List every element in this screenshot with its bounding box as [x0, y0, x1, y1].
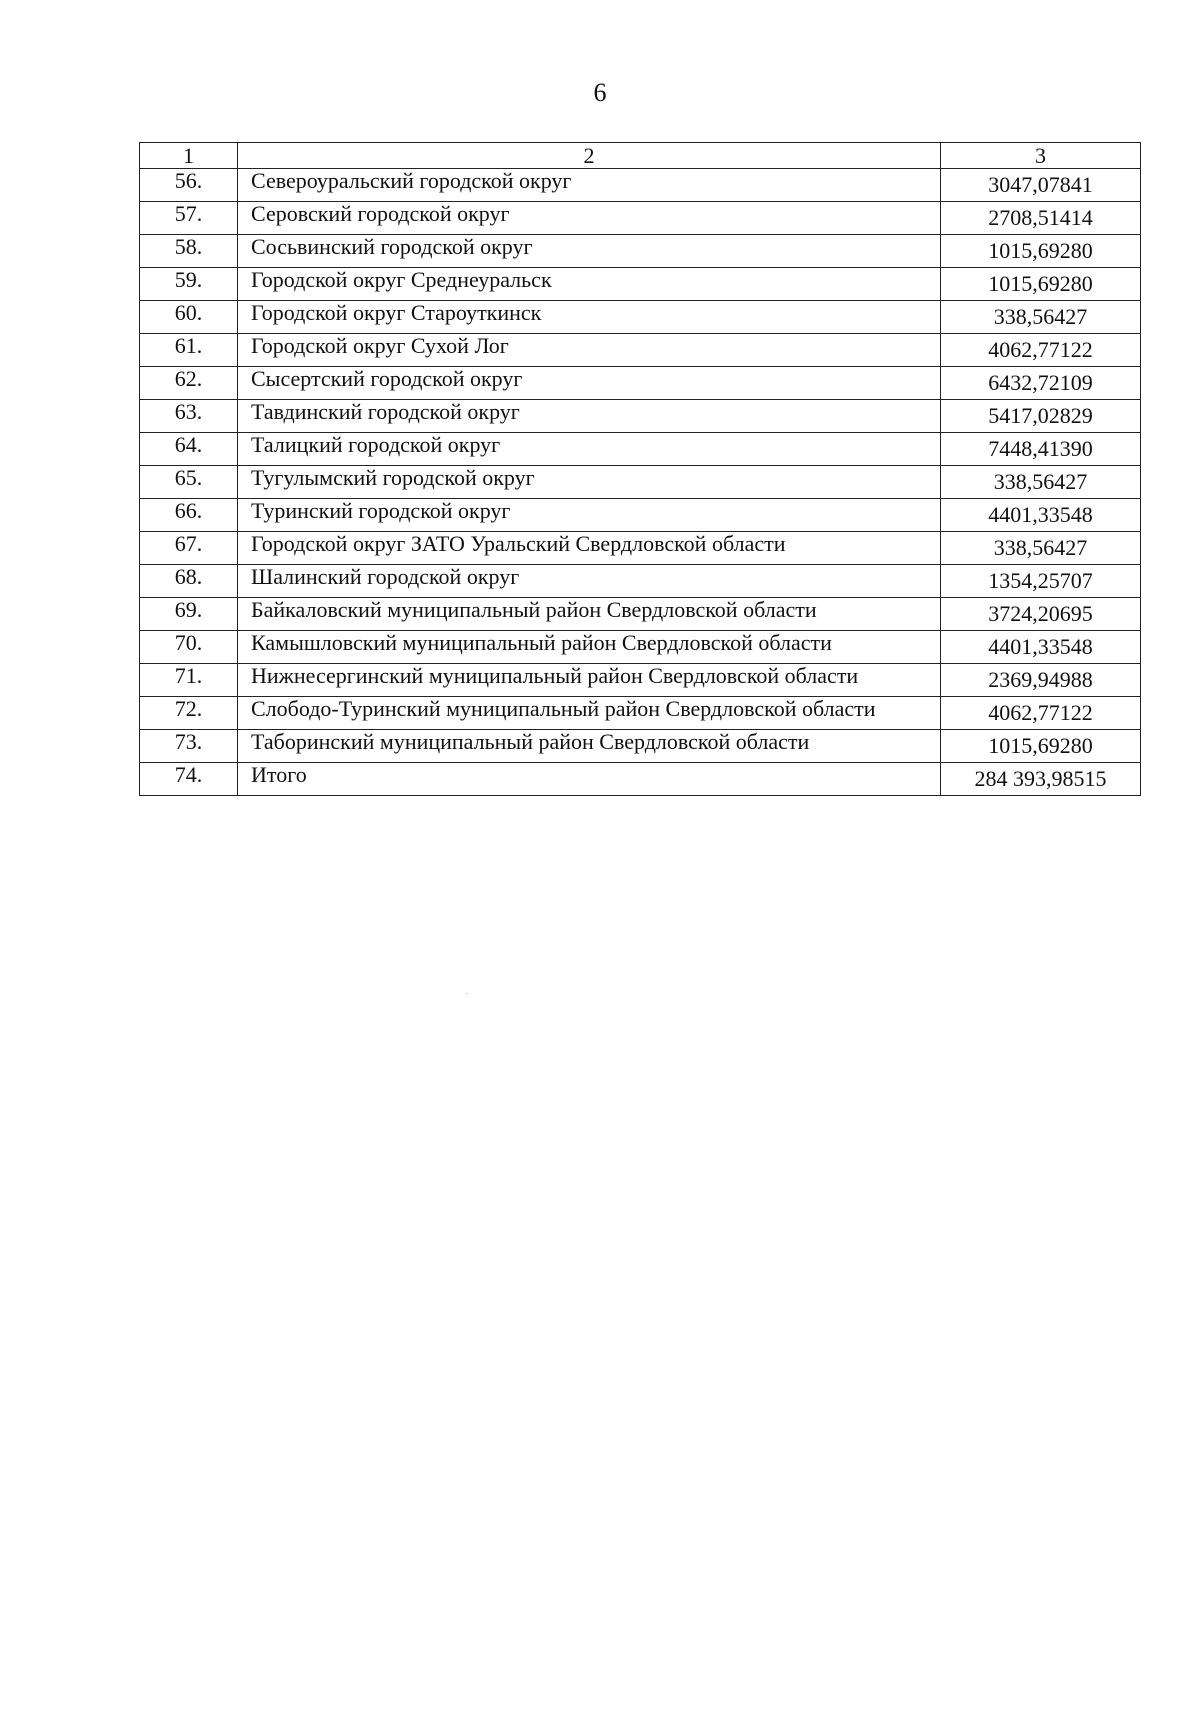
row-number-cell: 71. [140, 664, 238, 697]
row-number-cell: 70. [140, 631, 238, 664]
row-number-cell: 69. [140, 598, 238, 631]
amount-cell: 2369,94988 [941, 664, 1141, 697]
column-value-header: 3 [941, 143, 1141, 169]
table-row [140, 466, 1141, 499]
row-number-cell: 56. [140, 169, 238, 202]
table-row [140, 301, 1141, 334]
amount-cell: 4401,33548 [941, 499, 1141, 532]
amount-cell: 4062,77122 [941, 334, 1141, 367]
row-number-cell: 60. [140, 301, 238, 334]
column-number-header: 1 [140, 143, 238, 169]
table-row [140, 697, 1141, 730]
municipality-name-cell: Тавдинский городской округ [238, 400, 941, 433]
table-row [140, 367, 1141, 400]
row-number-cell: 64. [140, 433, 238, 466]
row-number-cell: 68. [140, 565, 238, 598]
scan-artifact-dot [466, 993, 468, 994]
row-number-cell: 65. [140, 466, 238, 499]
table-row [140, 433, 1141, 466]
municipality-name-cell: Нижнесергинский муниципальный район Свердловской области [238, 664, 941, 697]
table-row [140, 268, 1141, 301]
row-number-cell: 73. [140, 730, 238, 763]
municipality-name-cell: Серовский городской округ [238, 202, 941, 235]
table-row [140, 532, 1141, 565]
table-row [140, 598, 1141, 631]
municipality-name-cell: Городской округ Староуткинск [238, 301, 941, 334]
row-number-cell: 63. [140, 400, 238, 433]
amount-cell: 1015,69280 [941, 268, 1141, 301]
municipality-name-cell: Городской округ Сухой Лог [238, 334, 941, 367]
municipality-name-cell: Североуральский городской округ [238, 169, 941, 202]
amount-cell: 284 393,98515 [941, 763, 1141, 796]
amount-cell: 1354,25707 [941, 565, 1141, 598]
amount-cell: 1015,69280 [941, 235, 1141, 268]
row-number-cell: 74. [140, 763, 238, 796]
municipality-name-cell: Итого [238, 763, 941, 796]
amount-cell: 1015,69280 [941, 730, 1141, 763]
amount-cell: 2708,51414 [941, 202, 1141, 235]
table-row [140, 235, 1141, 268]
municipality-name-cell: Сысертский городской округ [238, 367, 941, 400]
table-row [140, 730, 1141, 763]
page-number: 6 [593, 78, 607, 107]
table-row [140, 565, 1141, 598]
row-number-cell: 61. [140, 334, 238, 367]
amount-cell: 338,56427 [941, 466, 1141, 499]
table-header-row [140, 143, 1141, 169]
municipality-name-cell: Таборинский муниципальный район Свердловской области [238, 730, 941, 763]
municipality-name-cell: Сосьвинский городской округ [238, 235, 941, 268]
table-row [140, 169, 1141, 202]
municipality-name-cell: Талицкий городской округ [238, 433, 941, 466]
row-number-cell: 57. [140, 202, 238, 235]
municipality-name-cell: Шалинский городской округ [238, 565, 941, 598]
amount-cell: 7448,41390 [941, 433, 1141, 466]
amount-cell: 4401,33548 [941, 631, 1141, 664]
amount-cell: 5417,02829 [941, 400, 1141, 433]
municipality-name-cell: Городской округ Среднеуральск [238, 268, 941, 301]
row-number-cell: 59. [140, 268, 238, 301]
amount-cell: 338,56427 [941, 301, 1141, 334]
row-number-cell: 62. [140, 367, 238, 400]
row-number-cell: 58. [140, 235, 238, 268]
row-number-cell: 67. [140, 532, 238, 565]
amount-cell: 338,56427 [941, 532, 1141, 565]
row-number-cell: 66. [140, 499, 238, 532]
amount-cell: 4062,77122 [941, 697, 1141, 730]
municipality-name-cell: Городской округ ЗАТО Уральский Свердловской области [238, 532, 941, 565]
amount-cell: 6432,72109 [941, 367, 1141, 400]
table-row [140, 499, 1141, 532]
allocation-table [139, 142, 1141, 796]
municipality-name-cell: Камышловский муниципальный район Свердловской области [238, 631, 941, 664]
municipality-name-cell: Байкаловский муниципальный район Свердловской области [238, 598, 941, 631]
table-body [140, 143, 1141, 796]
table-row [140, 631, 1141, 664]
table-row [140, 763, 1141, 796]
amount-cell: 3724,20695 [941, 598, 1141, 631]
amount-cell: 3047,07841 [941, 169, 1141, 202]
table-row [140, 202, 1141, 235]
column-name-header: 2 [238, 143, 941, 169]
table-row [140, 400, 1141, 433]
row-number-cell: 72. [140, 697, 238, 730]
municipality-name-cell: Слободо-Туринский муниципальный район Свердловской области [238, 697, 941, 730]
table-row [140, 334, 1141, 367]
municipality-name-cell: Тугулымский городской округ [238, 466, 941, 499]
table-row [140, 664, 1141, 697]
municipality-name-cell: Туринский городской округ [238, 499, 941, 532]
